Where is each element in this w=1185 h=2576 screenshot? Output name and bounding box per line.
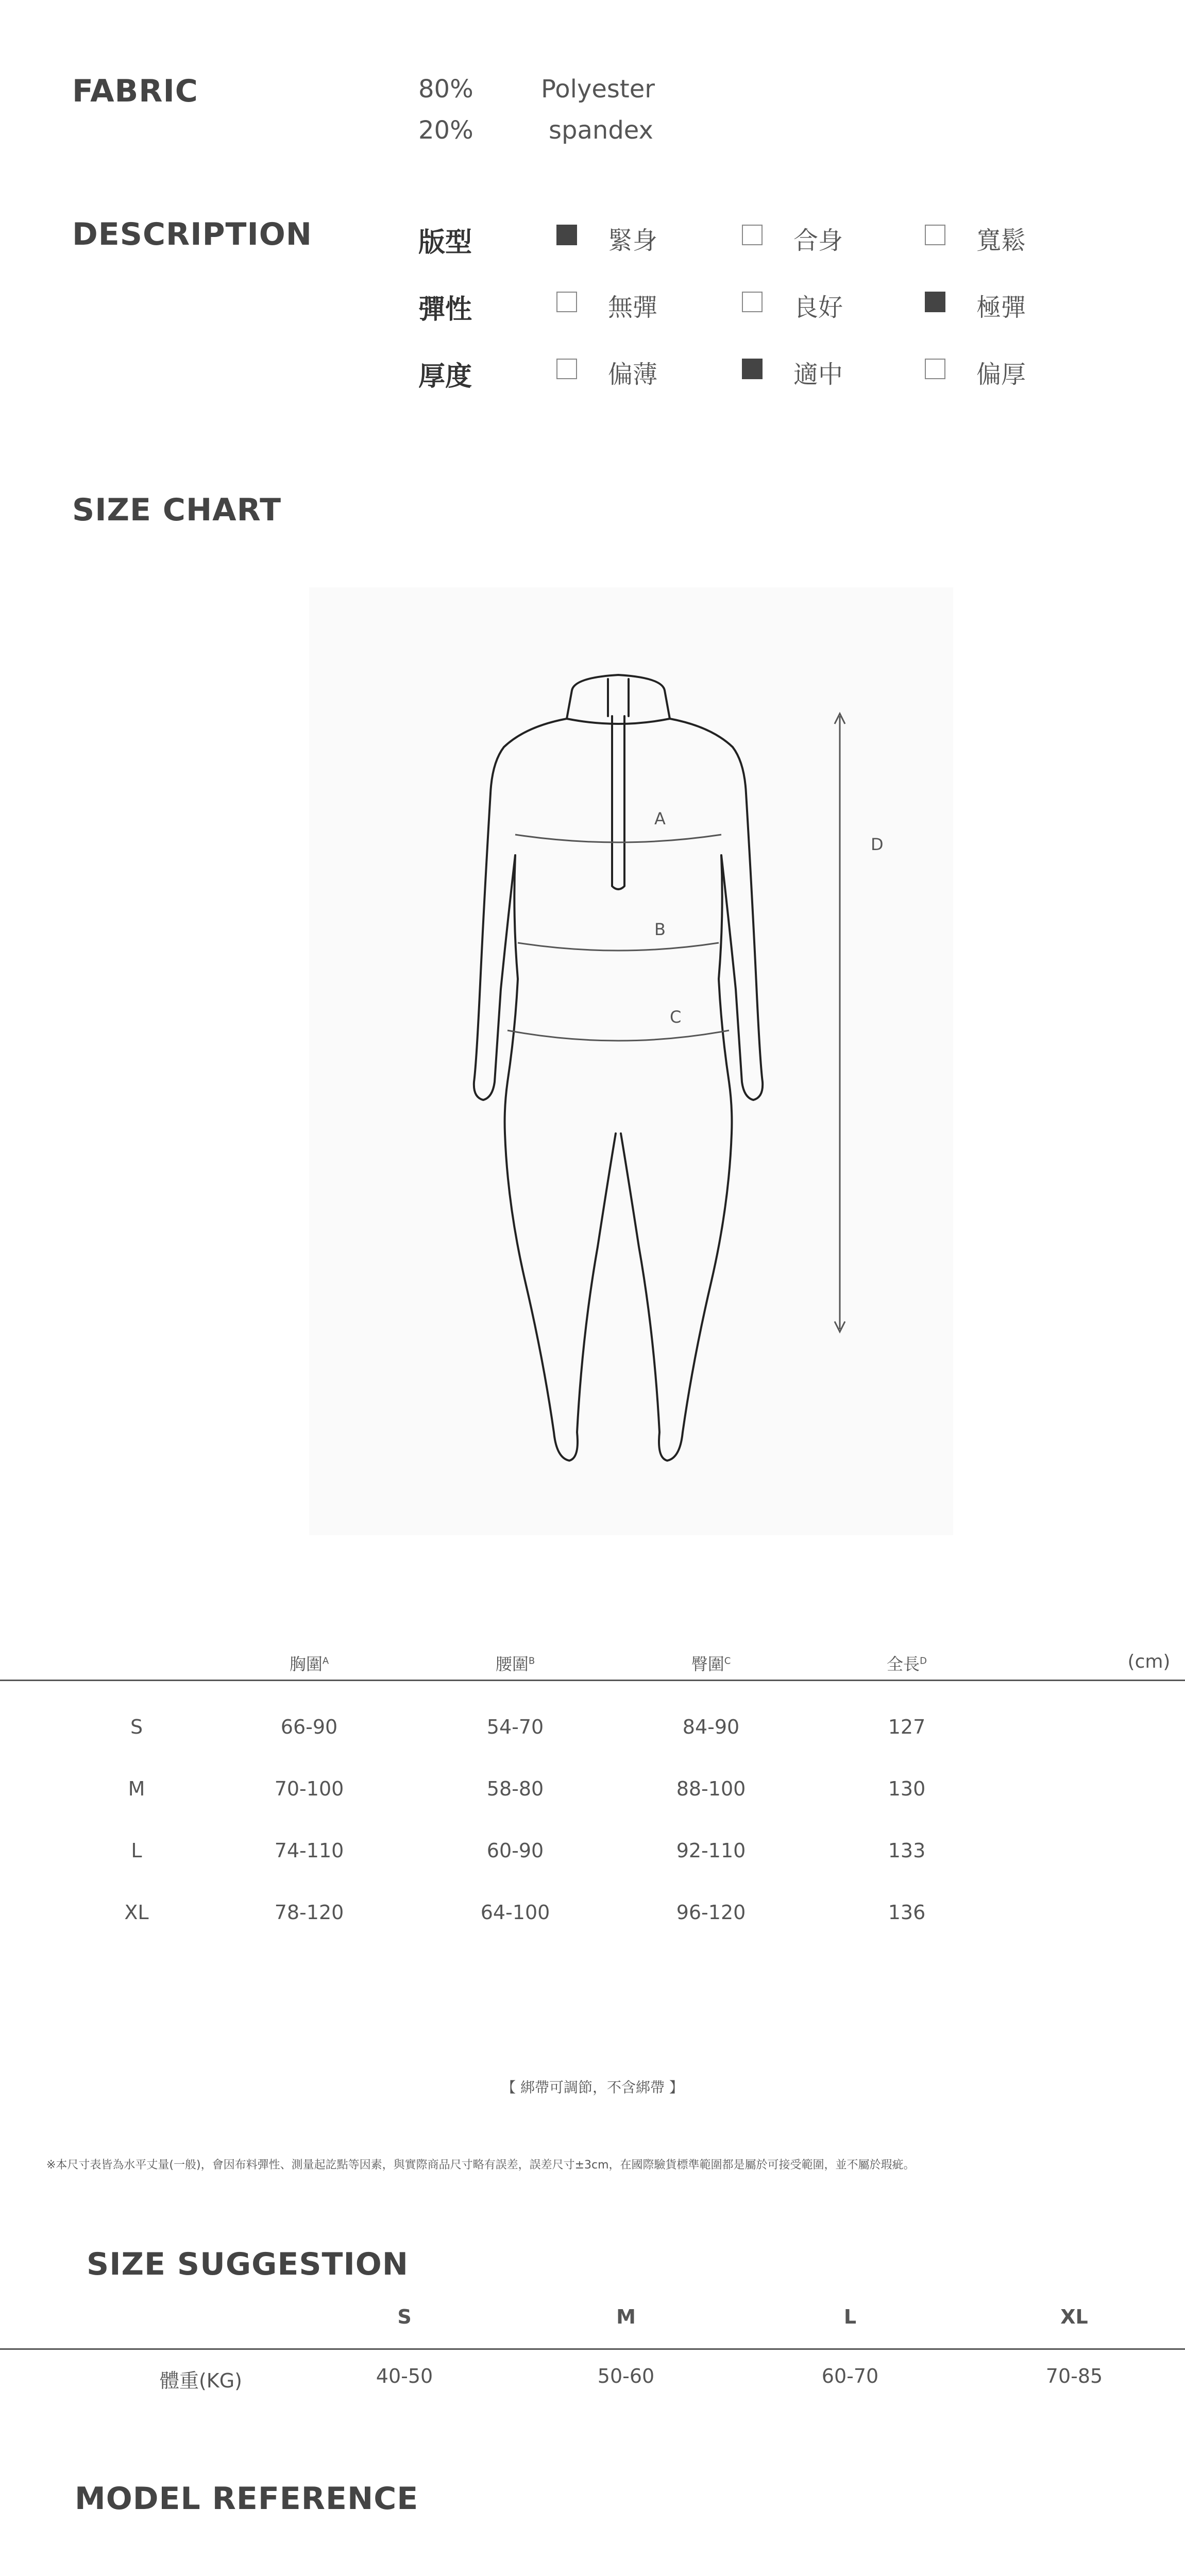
size-chart-cell: XL: [124, 1901, 149, 1924]
diagram-label-d: D: [871, 835, 884, 854]
size-chart-header: [496, 1651, 535, 1675]
fabric-percent-1: 80%: [418, 75, 473, 104]
size-chart-header-sup: A: [322, 1655, 329, 1667]
size-chart-header-text: 全長: [887, 1654, 920, 1674]
size-chart-cell: 58-80: [486, 1777, 544, 1800]
size-suggestion-size: S: [397, 2306, 412, 2328]
diagram-label-b: B: [654, 920, 666, 939]
size-chart-cell: 92-110: [676, 1839, 746, 1862]
size-chart-disclaimer: ※本尺寸表皆為水平丈量(一般)，會因布料彈性、測量起訖點等因素，與實際商品尺寸略有誤差，誤差尺寸±3cm，在國際驗貨標準範圍都是屬於可接受範圍，並不屬於瑕疵。: [46, 2159, 915, 2172]
description-checkbox: [742, 359, 763, 379]
size-chart-cell: 54-70: [486, 1716, 544, 1738]
description-row-label: 厚度: [418, 361, 472, 392]
fabric-material-1: Polyester: [541, 75, 655, 104]
size-chart-rule: [0, 1680, 1185, 1681]
size-chart-header-sup: B: [528, 1655, 535, 1667]
size-suggestion-size: XL: [1060, 2306, 1088, 2328]
size-chart-cell: 64-100: [480, 1901, 550, 1924]
size-chart-note: 【 綁帶可調節，不含綁帶 】: [501, 2079, 684, 2096]
description-checkbox: [742, 292, 763, 312]
description-checkbox: [925, 225, 945, 245]
diagram-label-c: C: [670, 1007, 682, 1027]
size-chart-header: [691, 1651, 731, 1675]
fabric-material-2: spandex: [549, 116, 653, 145]
size-chart-cell: M: [128, 1777, 145, 1800]
description-option-label: 合身: [793, 226, 843, 255]
description-checkbox: [742, 225, 763, 245]
size-chart-cell: S: [130, 1716, 143, 1738]
description-checkbox: [556, 359, 577, 379]
description-checkbox: [925, 292, 945, 312]
fabric-percent-2: 20%: [418, 116, 473, 145]
description-option-label: 極彈: [976, 293, 1026, 322]
description-option-label: 無彈: [608, 293, 658, 322]
size-suggestion-heading: SIZE SUGGESTION: [87, 2246, 409, 2282]
size-chart-header-text: 胸圍: [289, 1654, 323, 1674]
size-suggestion-size: M: [616, 2306, 636, 2328]
size-chart-cell: 130: [888, 1777, 926, 1800]
size-suggestion-value: 70-85: [1045, 2365, 1103, 2387]
size-chart-cell: 66-90: [280, 1716, 338, 1738]
description-row-label: 彈性: [418, 294, 472, 325]
description-option-label: 良好: [793, 293, 843, 322]
description-checkbox: [556, 225, 577, 245]
description-row-label: 版型: [418, 227, 472, 258]
size-chart-header: [290, 1651, 329, 1675]
size-chart-cell: 74-110: [274, 1839, 344, 1862]
size-suggestion-value: 40-50: [376, 2365, 433, 2387]
size-chart-heading: SIZE CHART: [72, 492, 282, 528]
size-chart-cell: 78-120: [274, 1901, 344, 1924]
size-suggestion-rule: [0, 2348, 1185, 2350]
size-chart-cell: 84-90: [682, 1716, 740, 1738]
size-chart-header-text: 腰圍: [495, 1654, 529, 1674]
description-option-label: 適中: [793, 360, 843, 389]
size-chart-header-sup: D: [920, 1655, 927, 1667]
description-checkbox: [925, 359, 945, 379]
size-chart-header-text: 臀圍: [691, 1654, 724, 1674]
size-suggestion-value: 60-70: [821, 2365, 879, 2387]
size-chart-cell: 127: [888, 1716, 926, 1738]
description-option-label: 偏厚: [976, 360, 1026, 389]
size-chart-unit: (cm): [1127, 1651, 1171, 1672]
description-option-label: 緊身: [608, 226, 658, 255]
fabric-heading: FABRIC: [72, 73, 198, 109]
size-chart-cell: L: [131, 1839, 142, 1862]
description-option-label: 寬鬆: [976, 226, 1026, 255]
size-chart-cell: 60-90: [486, 1839, 544, 1862]
garment-diagram: [309, 587, 953, 1535]
model-reference-heading: MODEL REFERENCE: [75, 2481, 419, 2517]
size-chart-cell: 70-100: [274, 1777, 344, 1800]
description-heading: DESCRIPTION: [72, 216, 313, 252]
size-suggestion-value: 50-60: [597, 2365, 655, 2387]
description-checkbox: [556, 292, 577, 312]
size-chart-cell: 133: [888, 1839, 926, 1862]
diagram-label-a: A: [654, 809, 666, 828]
size-chart-cell: 88-100: [676, 1777, 746, 1800]
size-suggestion-row-label: 體重(KG): [159, 2369, 243, 2392]
size-chart-header: [887, 1651, 927, 1675]
size-suggestion-size: L: [843, 2306, 857, 2328]
description-option-label: 偏薄: [608, 360, 658, 389]
size-chart-cell: 136: [888, 1901, 926, 1924]
size-chart-header-sup: C: [724, 1655, 731, 1667]
size-chart-cell: 96-120: [676, 1901, 746, 1924]
